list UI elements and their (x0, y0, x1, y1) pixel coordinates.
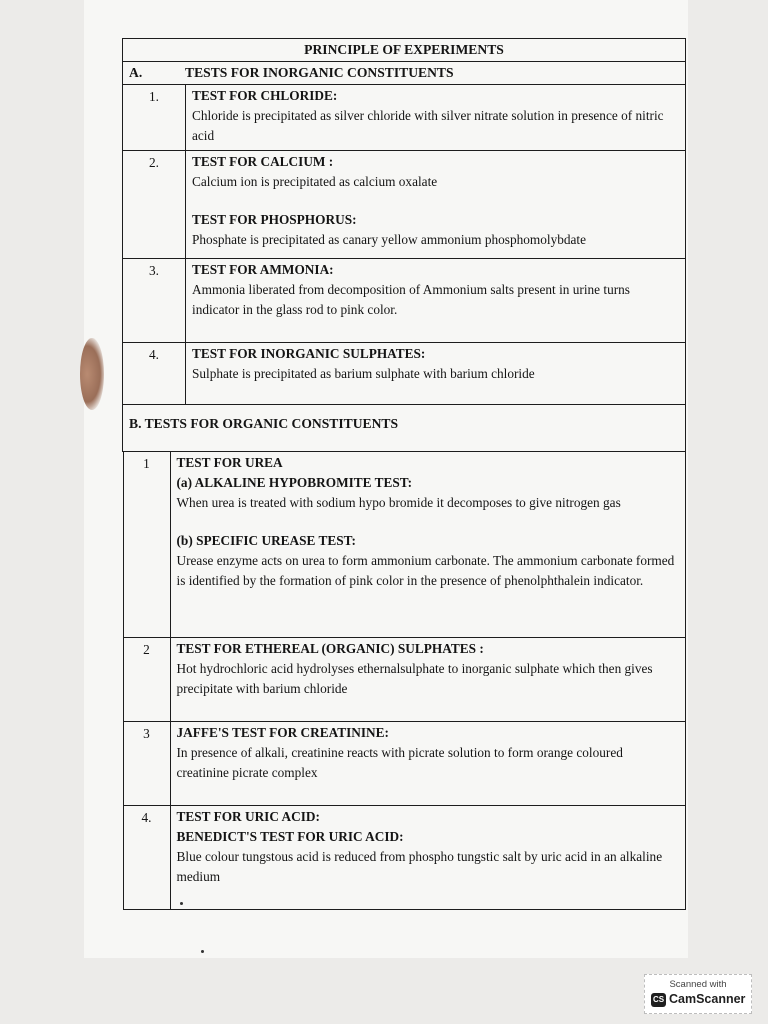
test-principle: Chloride is precipitated as silver chloride with silver nitrate solution in presence of nitric acid (192, 107, 664, 143)
table-row (123, 85, 686, 151)
camscanner-logo-icon: CS (651, 993, 666, 1007)
table-row (123, 638, 685, 722)
test-heading: TEST FOR CHLORIDE: (192, 88, 338, 103)
row-number: 2. (123, 150, 186, 258)
section-b-header-row (123, 404, 686, 451)
test-heading: JAFFE'S TEST FOR CREATININE: (176, 725, 389, 741)
row-content (186, 342, 686, 404)
row-number: 1. (123, 85, 186, 151)
test-heading: TEST FOR UREA (176, 454, 283, 470)
row-number: 1 (123, 452, 170, 638)
test-heading: TEST FOR INORGANIC SULPHATES: (192, 345, 426, 361)
test-principle: Hot hydrochloric acid hydrolyses ethernalsulphate to inorganic sulphate which then gives precipitate with barium chloride (176, 661, 653, 697)
test-heading: (a) ALKALINE HYPOBROMITE TEST: (176, 474, 413, 490)
test-principle: In presence of alkali, creatinine reacts with picrate solution to form orange coloured creatinine picrate complex (176, 745, 623, 781)
table-row (123, 722, 685, 806)
row-content (170, 452, 685, 638)
section-b-heading: B. TESTS FOR ORGANIC CONSTITUENTS (123, 404, 686, 451)
row-content (170, 722, 685, 806)
row-number: 4. (123, 342, 186, 404)
finger-shadow (80, 338, 104, 410)
section-a-title: TESTS FOR INORGANIC CONSTITUENTS (185, 65, 454, 80)
row-content (186, 85, 686, 151)
test-principle: When urea is treated with sodium hypo bromide it decomposes to give nitrogen gas (176, 494, 621, 510)
test-heading: (b) SPECIFIC UREASE TEST: (176, 532, 356, 548)
row-content (186, 150, 686, 258)
watermark-caption: Scanned with (669, 979, 727, 990)
section-a-header-row (123, 62, 686, 85)
section-b-body-row (123, 451, 686, 910)
organic-tests-table (123, 452, 686, 911)
test-heading: TEST FOR PHOSPHORUS: (192, 211, 357, 227)
test-principle: Ammonia liberated from decomposition of Ammonium salts present in urine turns indicator in the glass rod to pink color. (192, 281, 630, 317)
row-number: 3 (123, 722, 170, 806)
table-row (123, 342, 686, 404)
test-heading: TEST FOR AMMONIA: (192, 261, 334, 277)
test-principle: Blue colour tungstous acid is reduced from phospho tungstic salt by uric acid in an alkaline medium (176, 849, 663, 885)
row-number: 3. (123, 258, 186, 342)
test-principle: Urease enzyme acts on urea to form ammonium carbonate. The ammonium carbonate formed is identified by the formation of pink color in the presence of phenolphthalein indicator. (176, 552, 675, 588)
test-heading: BENEDICT'S TEST FOR URIC ACID: (176, 829, 404, 845)
experiments-table (122, 38, 686, 910)
title-row (123, 39, 686, 62)
test-principle: Sulphate is precipitated as barium sulphate with barium chloride (192, 365, 535, 381)
test-principle: Phosphate is precipitated as canary yellow ammonium phosphomolybdate (192, 231, 587, 247)
speck-mark (201, 950, 204, 953)
page-title: PRINCIPLE OF EXPERIMENTS (123, 39, 686, 62)
section-b-container (123, 451, 686, 910)
test-heading: TEST FOR URIC ACID: (176, 809, 320, 825)
row-content (170, 638, 685, 722)
row-content (186, 258, 686, 342)
camscanner-watermark (644, 974, 752, 1014)
section-a-letter: A. (129, 65, 143, 80)
speck-mark (180, 902, 183, 905)
test-heading: TEST FOR ETHEREAL (ORGANIC) SULPHATES : (176, 641, 484, 657)
test-principle: Calcium ion is precipitated as calcium oxalate (192, 173, 438, 189)
row-number: 2 (123, 638, 170, 722)
table-row (123, 806, 685, 910)
row-number: 4. (123, 806, 170, 910)
table-row (123, 150, 686, 258)
table-row (123, 452, 685, 638)
watermark-brand: CamScanner (669, 992, 746, 1006)
table-row (123, 258, 686, 342)
row-content (170, 806, 685, 910)
test-heading: TEST FOR CALCIUM : (192, 153, 334, 169)
section-a-heading (123, 62, 686, 85)
